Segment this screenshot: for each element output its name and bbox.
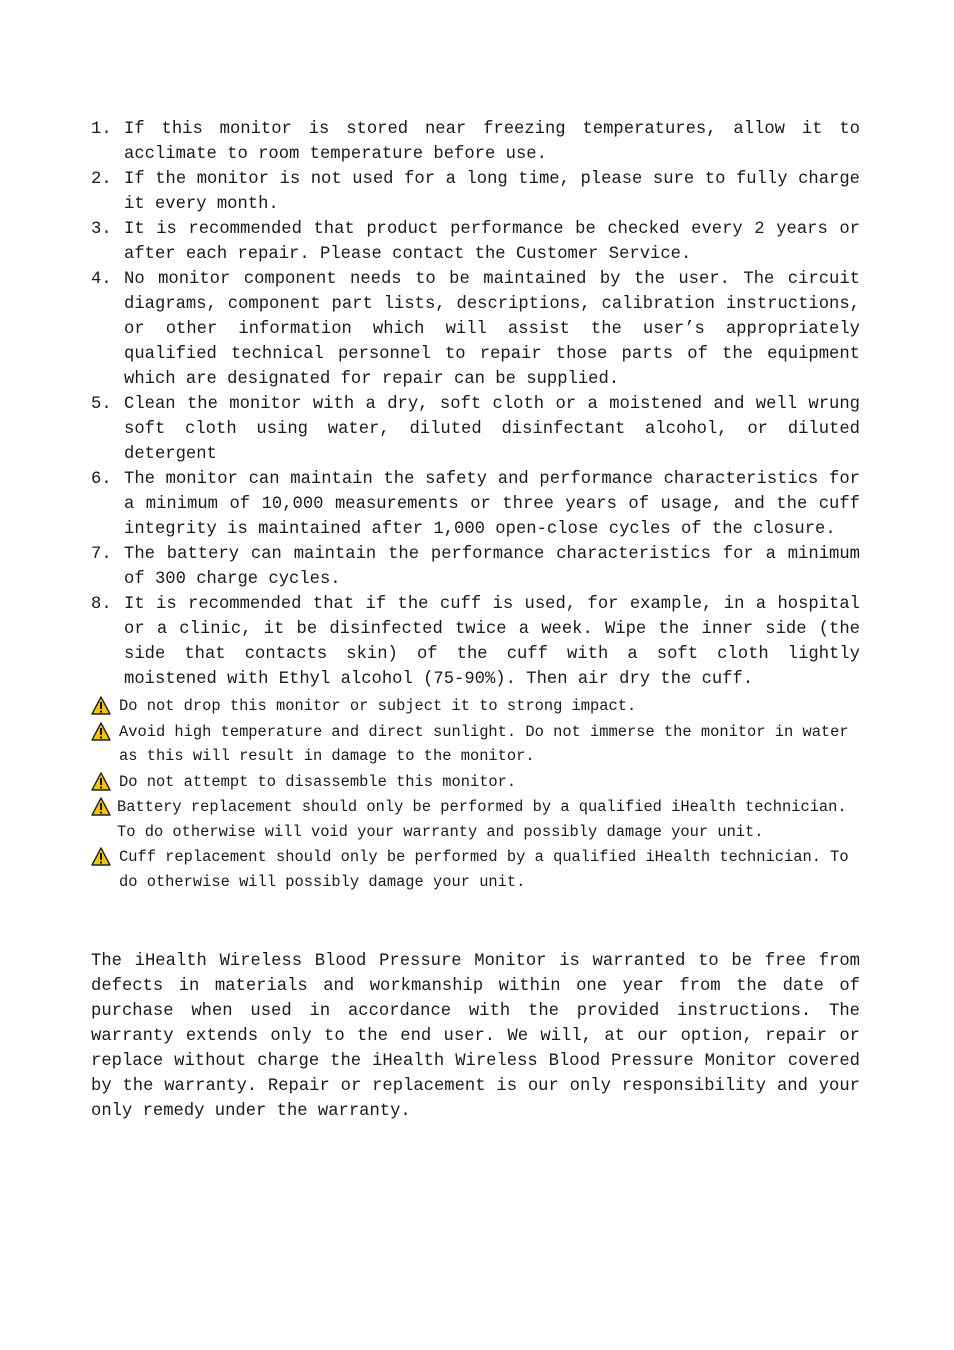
warning-text: Do not attempt to disassemble this monitor.	[119, 772, 517, 791]
warning-text: Avoid high temperature and direct sunlight. Do not immerse the monitor in water as this will result in damage to the monitor.	[119, 722, 849, 765]
list-item: 1. If this monitor is stored near freezing temperatures, allow it to acclimate to room temperature before use.	[91, 120, 860, 164]
warning-triangle-icon	[91, 696, 111, 715]
list-item: 2. If the monitor is not used for a long time, please sure to fully charge it every month.	[91, 170, 860, 214]
list-item-text: If this monitor is stored near freezing temperatures, allow it to acclimate to room temperature before use.	[124, 120, 860, 164]
list-item: 3. It is recommended that product performance be checked every 2 years or after each repair. Please contact the Customer Service.	[91, 220, 860, 264]
warranty-paragraph: The iHealth Wireless Blood Pressure Monitor is warranted to be free from defects in materials and workmanship within one year from the date of purchase when used in accordance with the provided instructions. The warranty extends only to the end user. We will, at our option, repair or replace without charge the iHealth Wireless Blood Pressure Monitor covered by the warranty. Repair or replacement is our only responsibility and your only remedy under the warranty.	[91, 952, 860, 1121]
warning-triangle-icon	[91, 772, 111, 791]
warning-text: Do not drop this monitor or subject it to strong impact.	[119, 697, 637, 715]
list-item: 4. No monitor component needs to be maintained by the user. The circuit diagrams, component part lists, descriptions, calibration instructions, or other information which will assist the user’s appropriately qualified technical personnel to repair those parts of the equipment which are designated for repair can be supplied.	[91, 270, 860, 389]
list-item-text: It is recommended that if the cuff is used, for example, in a hospital or a clinic, it be disinfected twice a week. Wipe the inner side (the side that contacts skin) of the cuff with a soft cloth lightly moistened with Ethyl alcohol (75-90%). Then air dry the cuff.	[124, 595, 860, 689]
warning-item	[91, 795, 860, 844]
list-item-text: The battery can maintain the performance characteristics for a minimum of 300 charge cycles.	[124, 545, 860, 589]
warning-item	[91, 694, 860, 719]
warning-text: Cuff replacement should only be performed by a qualified iHealth technician. To do otherwise will possibly damage your unit.	[119, 848, 849, 891]
list-item: 6. The monitor can maintain the safety and performance characteristics for a minimum of 10,000 measurements or three years of usage, and the cuff integrity is maintained after 1,000 open-close cycles of the closure.	[91, 470, 860, 539]
warning-item	[91, 845, 860, 894]
document-page	[91, 117, 860, 1141]
list-item-text: The monitor can maintain the safety and performance characteristics for a minimum of 10,000 measurements or three years of usage, and the cuff integrity is maintained after 1,000 open-close cycles of the closure.	[124, 470, 860, 539]
list-item: 8. It is recommended that if the cuff is used, for example, in a hospital or a clinic, it be disinfected twice a week. Wipe the inner side (the side that contacts skin) of the cuff with a soft cloth lightly moistened with Ethyl alcohol (75-90%). Then air dry the cuff.	[91, 595, 860, 689]
warning-triangle-icon	[91, 847, 111, 866]
warning-item	[91, 770, 860, 795]
list-item-text: If the monitor is not used for a long time, please sure to fully charge it every month.	[124, 170, 860, 214]
warnings-section	[91, 694, 860, 894]
list-item-text: It is recommended that product performance be checked every 2 years or after each repair. Please contact the Customer Service.	[124, 220, 860, 264]
list-item: 5. Clean the monitor with a dry, soft cloth or a moistened and well wrung soft cloth using water, diluted disinfectant alcohol, or diluted detergent	[91, 395, 860, 464]
warning-text: Battery replacement should only be performed by a qualified iHealth technician. To do otherwise will void your warranty and possibly damage your unit.	[117, 798, 847, 841]
list-item-text: Clean the monitor with a dry, soft cloth or a moistened and well wrung soft cloth using water, diluted disinfectant alcohol, or diluted detergent	[124, 395, 860, 464]
warning-item	[91, 720, 860, 769]
warning-triangle-icon	[91, 797, 111, 816]
list-item-text: No monitor component needs to be maintained by the user. The circuit diagrams, component part lists, descriptions, calibration instructions, or other information which will assist the user’s appropriately qualified technical personnel to repair those parts of the equipment which are designated for repair can be supplied.	[124, 270, 860, 389]
care-instructions-list	[91, 117, 860, 692]
warning-triangle-icon	[91, 722, 111, 741]
list-item: 7. The battery can maintain the performance characteristics for a minimum of 300 charge cycles.	[91, 545, 860, 589]
